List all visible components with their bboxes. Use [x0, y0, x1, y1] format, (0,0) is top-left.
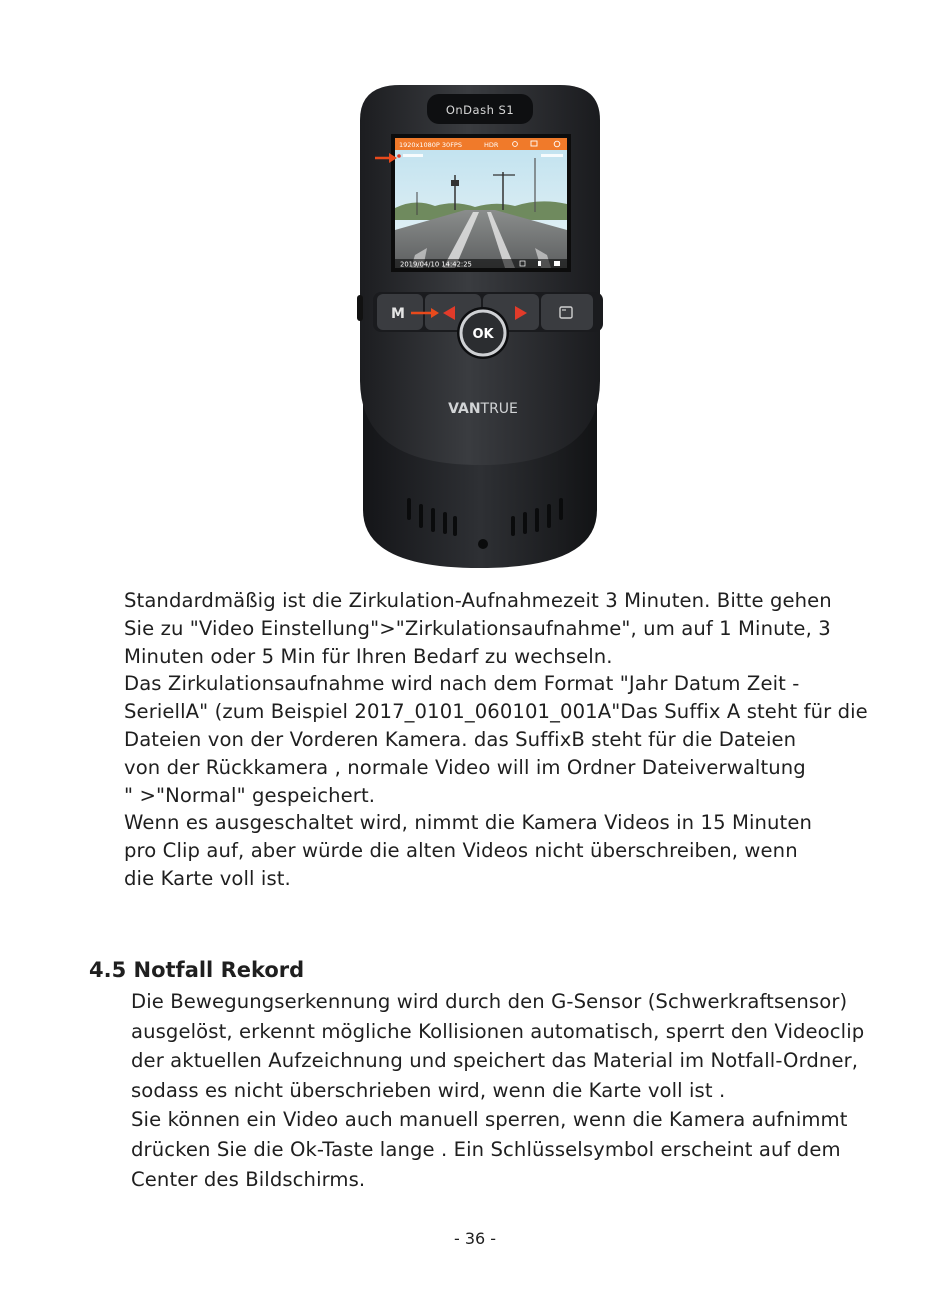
paragraph-line: Die Bewegungserkennung wird durch den G-Sensor (Schwerkraftsensor) [131, 990, 848, 1013]
paragraph-line: drücken Sie die Ok-Taste lange . Ein Schlüsselsymbol erscheint auf dem [131, 1137, 841, 1161]
paragraph-line: " >"Normal" gespeichert. [124, 783, 376, 807]
paragraph-line: sodass es nicht überschrieben wird, wenn die Karte voll ist . [131, 1078, 726, 1102]
paragraph-line: die Karte voll ist. [124, 866, 291, 890]
ok-button-label: OK [472, 327, 494, 342]
recording-dot-icon [397, 154, 401, 158]
screen-datetime: 2019/04/10 14:42:25 [400, 260, 472, 269]
body-paragraph [124, 587, 884, 893]
sdcard-icon [554, 261, 560, 266]
camera-screen [391, 134, 571, 272]
mic-icon [538, 261, 541, 266]
svg-text:OnDash S1: OnDash S1 [445, 103, 515, 117]
menu-button-label: M [391, 306, 405, 322]
paragraph-line: von der Rückkamera , normale Video will im Ordner Dateiverwaltung [124, 755, 806, 779]
brand-logo [448, 401, 518, 417]
paragraph-line: der aktuellen Aufzeichnung und speichert das Material im Notfall-Ordner, [131, 1049, 859, 1073]
paragraph-line: Sie können ein Video auch manuell sperren, wenn die Kamera aufnimmt [131, 1108, 848, 1132]
model-label [427, 94, 533, 124]
paragraph-line: Center des Bildschirms. [131, 1167, 366, 1191]
paragraph-line: Standardmäßig ist die Zirkulation-Aufnahmezeit 3 Minuten. Bitte gehen [124, 589, 832, 612]
screw-hole-icon [478, 539, 488, 549]
paragraph-line: Minuten oder 5 Min für Ihren Bedarf zu wechseln. [124, 644, 613, 668]
page-number: - 36 - [453, 1229, 497, 1248]
screen-resolution: 1920x1080P 30FPS [399, 141, 462, 149]
screen-hdr: HDR [484, 141, 499, 149]
svg-text:VANTRUE: VANTRUE [448, 401, 518, 417]
ok-button[interactable] [457, 307, 509, 359]
paragraph-line: SeriellA" (zum Beispiel 2017_0101_060101_001A"Das Suffix A steht für die [124, 700, 868, 724]
dashcam-illustration [355, 80, 605, 570]
paragraph-line: Dateien von der Vorderen Kamera. das SuffixB steht für die Dateien [124, 727, 797, 751]
paragraph-line: Sie zu "Video Einstellung">"Zirkulationsaufnahme", um auf 1 Minute, 3 [124, 616, 831, 640]
paragraph-line: ausgelöst, erkennt mögliche Kollisionen automatisch, sperrt den Videoclip [131, 1019, 865, 1043]
section-heading: 4.5 Notfall Rekord [89, 958, 305, 982]
menu-button[interactable] [391, 306, 405, 322]
paragraph-line: Das Zirkulationsaufnahme wird nach dem Format "Jahr Datum Zeit - [124, 672, 800, 696]
paragraph-line: pro Clip auf, aber würde die alten Videos nicht überschreiben, wenn [124, 839, 798, 863]
paragraph-line: Wenn es ausgeschaltet wird, nimmt die Kamera Videos in 15 Minuten [124, 811, 813, 835]
section-paragraph [131, 987, 891, 1194]
